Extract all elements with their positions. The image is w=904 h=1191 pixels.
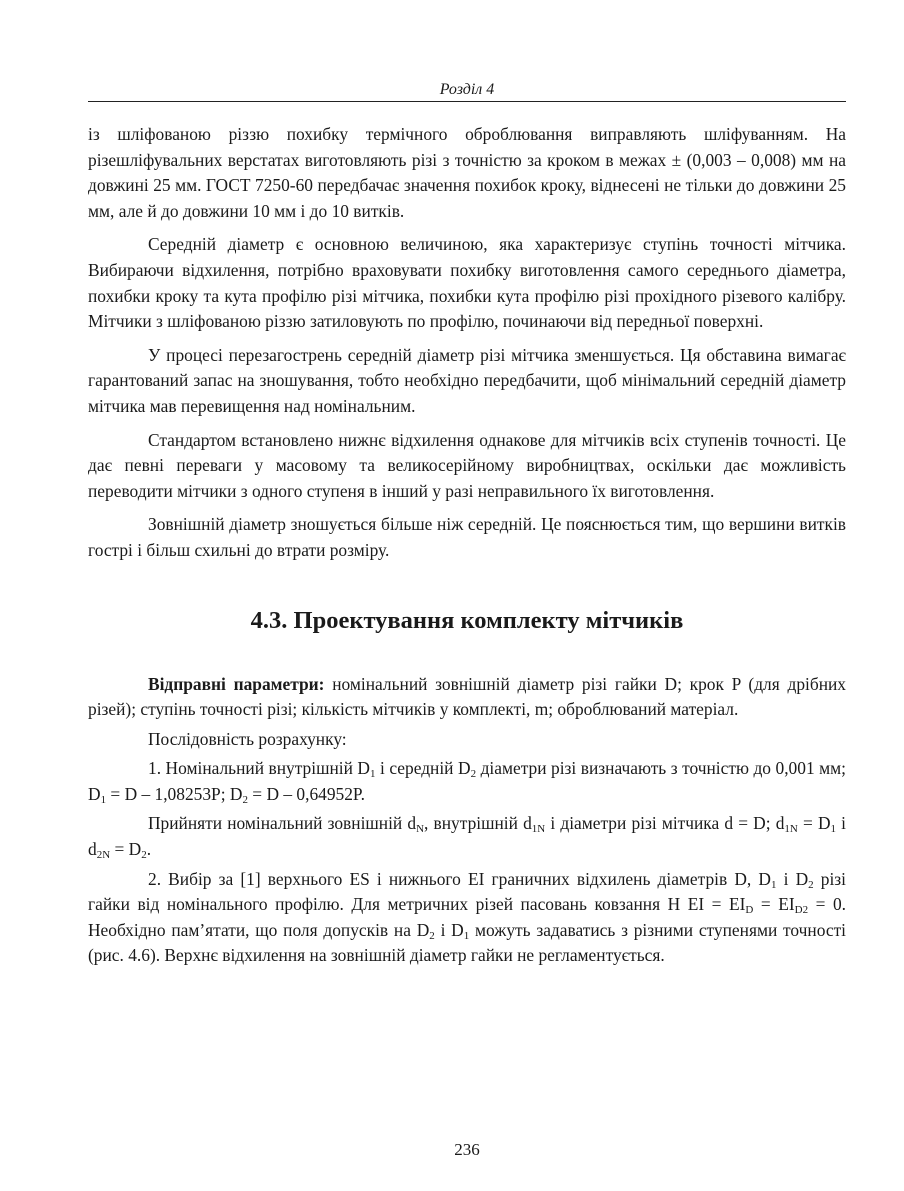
paragraph: Зовнішній діаметр зношується більше ніж середній. Це пояснюється тим, що вершини витків гострі і більш схильні до втрати розміру.	[88, 514, 846, 560]
initial-parameters-text: номінальний зовнішній діаметр різі гайки D; крок P (для дрібних різей); ступінь точності різі; кількість мітчиків у комплекті, m; оброблюваний матеріал.	[88, 673, 847, 720]
calculation-sequence-label: Послідовність розрахунку:	[148, 728, 347, 749]
step-1-paragraph: 1. Номінальний внутрішній $D_1$ і середній $D_2$ діаметри різі визначають з точністю до 0,001 мм; $D_1 = D - 1,08253P$; $D_2 = D - 0,64952P$.	[88, 758, 846, 806]
paragraph: Середній діаметр є основною величиною, яка характеризує ступінь точності мітчика. Вибираючи відхилення, потрібно враховувати похибку виготовлення самого середнього діаметра, похибки кроку та кута профілю різі мітчика, похибки кута профілю різі прохідного різевого калібру. Мітчики з шліфованою різзю затиловують по профілю, починаючи від передньої поверхні.	[88, 234, 846, 332]
header-rule	[88, 101, 846, 102]
paragraph: Стандартом встановлено нижнє відхилення однакове для мітчиків всіх ступенів точності. Це дає певні переваги у масовому та великосерійному виробництвах, оскільки дає можливість переводити мітчики з одного ступеня в інший у разі неправильного їх виготовлення.	[88, 429, 846, 501]
page-number: 236	[454, 1140, 480, 1159]
body-text	[88, 122, 846, 973]
section-heading: 4.3. Проектування комплекту мітчиків	[250, 606, 684, 634]
initial-parameters-paragraph	[88, 672, 846, 723]
paragraph: У процесі перезагострень середній діаметр різі мітчика зменшується. Ця обставина вимагає гарантований запас на зношування, тобто необхідно передбачити, щоб мінімальний середній діаметр мітчика мав перевищення над номінальним.	[88, 344, 846, 416]
paragraph: із шліфованою різзю похибку термічного оброблювання виправляють шліфуванням. На різешліфувальних верстатах виготовляють різі з точністю за кроком в межах ± (0,003 – 0,008) мм на довжині 25 мм. ГОСТ 7250-60 передбачає значення похибок кроку, віднесені не тільки до довжини 25 мм, але й до довжини 10 мм і до 10 витків.	[88, 124, 846, 221]
accept-diameters-paragraph: Прийняти номінальний зовнішній $d_N$, внутрішній $d_{1N}$ і діаметри різі мітчика d = D; $d_{1N} = D_1$ і $d_{2N} = D_2$.	[88, 813, 847, 862]
step-2-paragraph: 2. Вибір за [1] верхнього ES і нижнього EI граничних відхилень діаметрів D, $D_1$ і $D_2$ різі гайки від номінального профілю. Для метричних різей пасовань ковзання H EI = $EI_D = EI_{D2} = 0$. Необхідно пам’ятати, що поля допусків на $D_2$ і $D_1$ можуть задаватись з різними ступенями точності (рис. 4.6). Верхнє відхилення на зовнішній діаметр гайки не регламентується.	[88, 868, 847, 966]
running-header: Розділ 4	[439, 81, 495, 98]
initial-parameters-label: Відправні параметри:	[148, 673, 325, 694]
